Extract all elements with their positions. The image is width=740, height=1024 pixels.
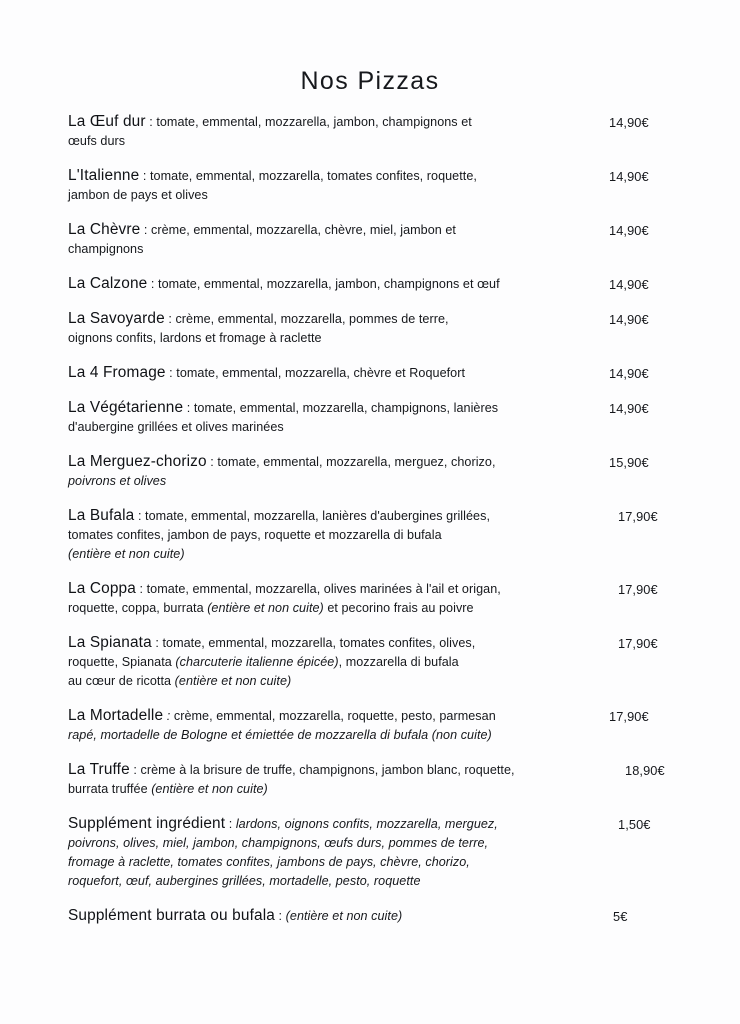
menu-item-continuation-line [68,872,620,891]
menu-item-continuation-line [68,132,608,151]
menu-item-description-text: au cœur de ricotta [68,674,175,688]
menu-item-description-italic: (charcuterie italienne épicée) [175,655,339,669]
menu-item-description-block [68,220,608,259]
menu-item-description-block [68,398,608,437]
menu-item-separator: : [225,817,236,831]
menu-item-first-line [68,906,608,926]
menu-item-separator: : [135,582,147,596]
menu-item-continuation-line [68,240,608,259]
menu-item-name: Supplément ingrédient [68,815,226,832]
menu-item-separator: : [129,763,141,777]
menu-item-name: La Végétarienne [68,399,184,416]
menu-item-first-line [68,363,608,383]
menu-item-name: La Mortadelle [68,707,164,724]
menu-item-first-line [68,506,620,526]
menu-item-description-text: tomate, emmental, mozzarella, jambon, champignons et œuf [158,277,500,291]
menu-item-first-line [68,633,620,653]
menu-item-price: 14,90€ [609,312,649,327]
menu-item-price: 17,90€ [618,582,658,597]
menu-item-continuation-line [68,329,608,348]
menu-item-name: La Merguez-chorizo [68,453,207,470]
menu-item-description-italic: (entière et non cuite) [285,909,403,923]
menu-item-name: La Chèvre [68,221,141,238]
menu-item-description-text: roquette, Spianata [68,655,176,669]
menu-item-first-line [68,706,608,726]
menu-item-separator: : [165,366,177,380]
menu-item [68,760,668,799]
menu-item-description-text: tomate, emmental, mozzarella, tomates confites, olives, [162,636,476,650]
menu-item-separator: : [164,312,176,326]
menu-item-description-text: champignons [68,242,144,256]
menu-item-price: 14,90€ [609,223,649,238]
menu-item-description-text: crème à la brisure de truffe, champignons, jambon blanc, roquette, [140,763,515,777]
menu-item-first-line [68,398,608,418]
menu-item-description-text: tomate, emmental, mozzarella, jambon, champignons et [156,115,472,129]
menu-item-continuation-line [68,186,608,205]
menu-item [68,633,668,691]
menu-item [68,452,668,491]
menu-item-description-text: tomates confites, jambon de pays, roquette et mozzarella di bufala [68,528,442,542]
menu-item [68,166,668,205]
menu-item-description-block [68,274,608,294]
menu-item-continuation-line [68,726,608,745]
menu-item-description-block [68,506,620,564]
menu-item-description-block [68,706,608,745]
menu-item-continuation-line [68,672,620,691]
menu-item-description-block [68,112,608,151]
menu-item-price: 17,90€ [618,636,658,651]
pizza-menu-list [68,112,668,941]
menu-item-continuation-line [68,834,620,853]
menu-item-description-italic: (entière et non cuite) [151,782,268,796]
menu-item-description-block [68,906,608,926]
menu-item-description-block [68,452,608,491]
menu-item-separator: : [183,401,194,415]
menu-item-description-text: roquette, coppa, burrata [68,601,208,615]
menu-item-continuation-line [68,418,608,437]
menu-item-separator: : [163,709,174,723]
menu-item-price: 14,90€ [609,169,649,184]
menu-item-description-text: tomate, emmental, mozzarella, merguez, chorizo, [217,455,496,469]
menu-item [68,506,668,564]
menu-item-price: 17,90€ [609,709,649,724]
menu-item-price: 18,90€ [625,763,665,778]
menu-item-name: La Œuf dur [68,113,146,130]
menu-item-description-text: d'aubergine grillées et olives marinées [68,420,284,434]
menu-item-first-line [68,579,620,599]
menu-item-separator: : [147,277,159,291]
menu-item-description-text: crème, emmental, mozzarella, chèvre, miel, jambon et [151,223,456,237]
menu-item-price: 14,90€ [609,366,649,381]
menu-item [68,906,668,926]
menu-item-price: 17,90€ [618,509,658,524]
menu-item-description-text: jambon de pays et olives [68,188,208,202]
menu-item-continuation-line [68,526,620,545]
menu-item-description-italic: (entière et non cuite) [68,547,185,561]
menu-item-first-line [68,452,608,472]
menu-item [68,363,668,383]
menu-item-description-italic: fromage à raclette, tomates confites, jambons de pays, chèvre, chorizo, [68,855,470,869]
menu-item-first-line [68,274,608,294]
menu-item-description-text: crème, emmental, mozzarella, roquette, pesto, parmesan [173,709,496,723]
menu-item-price: 15,90€ [609,455,649,470]
menu-item-continuation-line [68,653,620,672]
menu-item-separator: : [274,909,286,923]
menu-item-description-block [68,309,608,348]
menu-item-first-line [68,760,628,780]
menu-item-description-italic: poivrons, olives, miel, jambon, champignons, œufs durs, pommes de terre, [68,836,489,850]
menu-item-separator: : [206,455,218,469]
menu-item-description-italic: rapé, mortadelle de Bologne et émiettée de mozzarella di bufala (non cuite) [68,728,492,742]
menu-item-description-italic: poivrons et olives [68,474,167,488]
menu-item-description-block [68,814,620,891]
menu-item-separator: : [151,636,163,650]
menu-item-description-block [68,579,620,618]
menu-item [68,398,668,437]
menu-item-continuation-line [68,853,620,872]
menu-item-description-italic: (entière et non cuite) [207,601,324,615]
menu-item-description-text: œufs durs [68,134,126,148]
menu-item-description-text: burrata truffée [68,782,152,796]
menu-item-first-line [68,112,608,132]
menu-item [68,706,668,745]
menu-item-separator: : [139,169,150,183]
menu-item-name: La Coppa [68,580,136,597]
menu-item-name: L'Italienne [68,167,140,184]
menu-item-description-italic: roquefort, œuf, aubergines grillées, mortadelle, pesto, roquette [68,874,421,888]
menu-item-description-text: tomate, emmental, mozzarella, olives marinées à l'ail et origan, [146,582,501,596]
menu-item-description-text: tomate, emmental, mozzarella, tomates confites, roquette, [150,169,477,183]
menu-item-price: 14,90€ [609,401,649,416]
menu-item-name: La 4 Fromage [68,364,166,381]
menu-item-description-text: tomate, emmental, mozzarella, lanières d'aubergines grillées, [145,509,490,523]
menu-item-description-block [68,363,608,383]
menu-item-first-line [68,220,608,240]
menu-item-price: 1,50€ [618,817,651,832]
menu-item-name: La Savoyarde [68,310,165,327]
menu-item-description-text: , mozzarella di bufala [338,655,459,669]
menu-item-price: 14,90€ [609,115,649,130]
menu-item [68,112,668,151]
menu-item-price: 14,90€ [609,277,649,292]
menu-item [68,309,668,348]
menu-item-first-line [68,166,608,186]
menu-item [68,814,668,891]
menu-item-description-text: tomate, emmental, mozzarella, champignons, lanières [193,401,499,415]
page-title: Nos Pizzas [300,66,440,95]
menu-item-description-block [68,633,620,691]
menu-item-price: 5€ [613,909,628,924]
menu-item-name: Supplément burrata ou bufala [68,907,275,924]
menu-item-description-text: tomate, emmental, mozzarella, chèvre et Roquefort [176,366,466,380]
menu-item-description-text: crème, emmental, mozzarella, pommes de terre, [175,312,449,326]
menu-item-description-text: et pecorino frais au poivre [323,601,474,615]
menu-item-first-line [68,814,620,834]
menu-item-first-line [68,309,608,329]
menu-item-separator: : [134,509,146,523]
menu-item-name: La Truffe [68,761,130,778]
menu-item-name: La Spianata [68,634,152,651]
menu-item-continuation-line [68,780,628,799]
menu-item [68,220,668,259]
menu-item-name: La Bufala [68,507,135,524]
menu-item-continuation-line [68,599,620,618]
menu-item-continuation-line [68,472,608,491]
menu-item-description-block [68,166,608,205]
menu-item [68,274,668,294]
menu-item-description-italic: lardons, oignons confits, mozzarella, merguez, [235,817,498,831]
menu-item-name: La Calzone [68,275,148,292]
menu-item-description-italic: (entière et non cuite) [174,674,292,688]
menu-item-separator: : [140,223,152,237]
menu-item-continuation-line [68,545,620,564]
menu-item-separator: : [145,115,157,129]
menu-item-description-text: oignons confits, lardons et fromage à raclette [68,331,322,345]
menu-item [68,579,668,618]
menu-item-description-block [68,760,628,799]
